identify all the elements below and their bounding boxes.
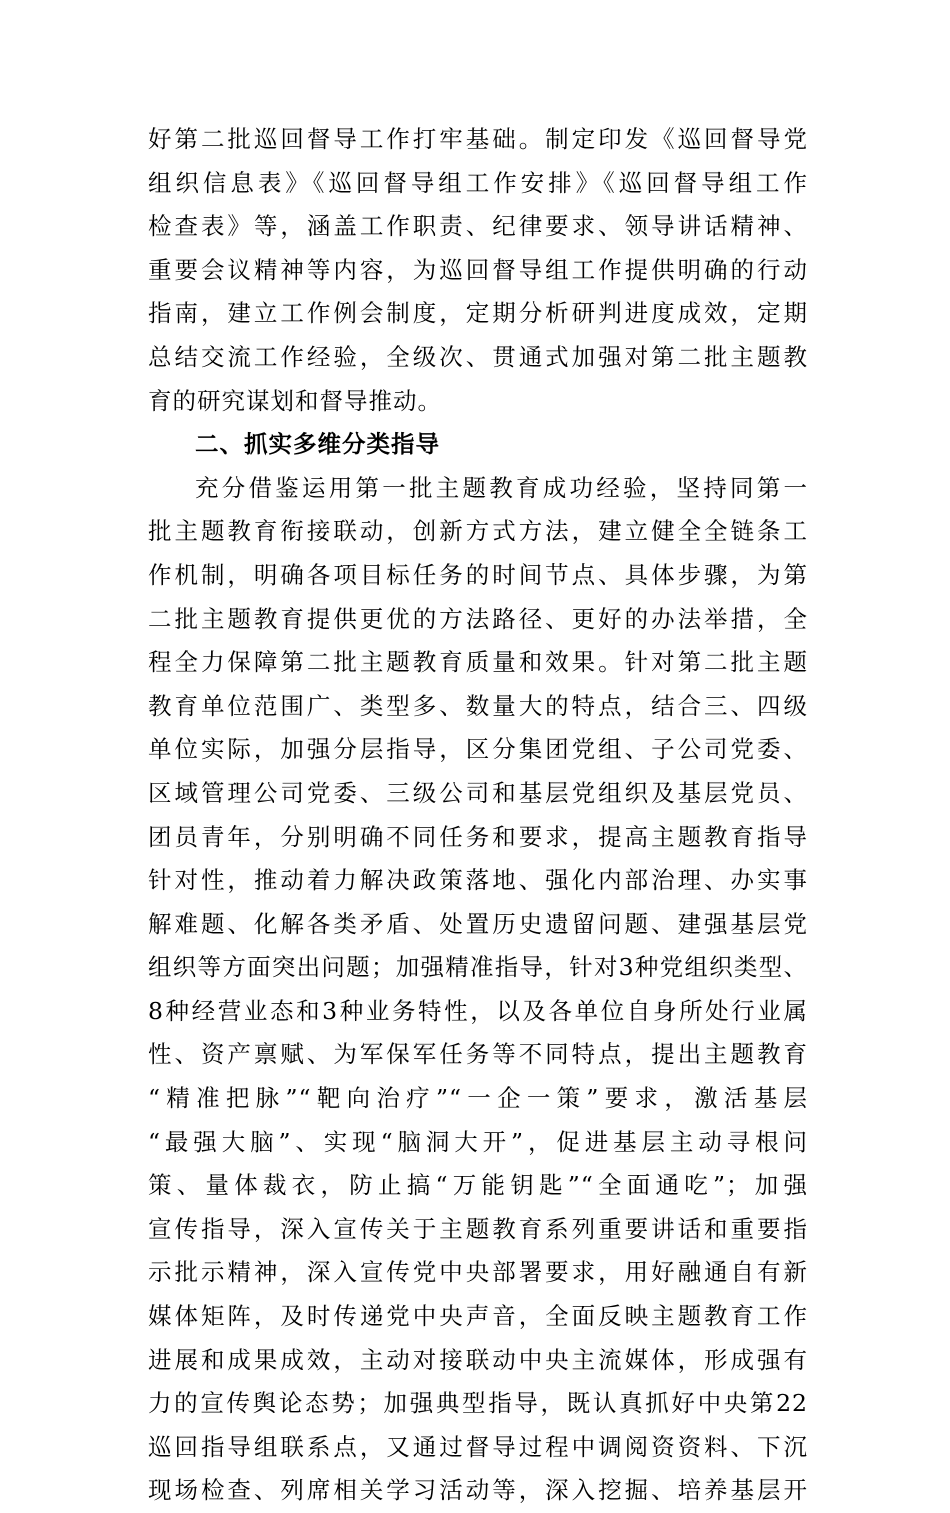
paragraph-line: 育的研究谋划和督导推动。: [148, 386, 442, 415]
paragraph-line: 作机制，明确各项目标任务的时间节点、具体步骤，为第: [148, 560, 808, 589]
paragraph-line: 进展和成果成效，主动对接联动中央主流媒体，形成强有: [148, 1345, 808, 1374]
paragraph-line: 单位实际，加强分层指导，区分集团党组、子公司党委、: [148, 735, 808, 764]
paragraph-line: 教育单位范围广、类型多、数量大的特点，结合三、四级: [148, 691, 808, 720]
paragraph-line: 二批主题教育提供更优的方法路径、更好的办法举措，全: [148, 604, 808, 633]
paragraph-line: 巡回指导组联系点，又通过督导过程中调阅资资料、下沉: [148, 1432, 808, 1461]
paragraph-line: 重要会议精神等内容，为巡回督导组工作提供明确的行动: [148, 255, 808, 284]
paragraph-line: 团员青年，分别明确不同任务和要求，提高主题教育指导: [148, 822, 808, 851]
paragraph-line: “最强大脑”、实现“脑洞大开”，促进基层主动寻根问: [148, 1127, 808, 1156]
paragraph-line: 总结交流工作经验，全级次、贯通式加强对第二批主题教: [148, 342, 808, 371]
paragraph-line: 区域管理公司党委、三级公司和基层党组织及基层党员、: [148, 778, 808, 807]
paragraph-line: 充分借鉴运用第一批主题教育成功经验，坚持同第一: [195, 473, 808, 502]
paragraph-line: 策、量体裁衣，防止搞“万能钥匙”“全面通吃”；加强: [148, 1171, 808, 1200]
paragraph-line: 程全力保障第二批主题教育质量和效果。针对第二批主题: [148, 648, 808, 677]
paragraph-line: “精准把脉”“靶向治疗”“一企一策”要求，激活基层: [148, 1084, 808, 1113]
paragraph-line: 现场检查、列席相关学习活动等，深入挖掘、培养基层开: [148, 1476, 808, 1505]
paragraph-line: 指南，建立工作例会制度，定期分析研判进度成效，定期: [148, 299, 808, 328]
paragraph-line: 性、资产禀赋、为军保军任务等不同特点，提出主题教育: [148, 1040, 808, 1069]
paragraph-line: 示批示精神，深入宣传党中央部署要求，用好融通自有新: [148, 1258, 808, 1287]
paragraph-line: 解难题、化解各类矛盾、处置历史遗留问题、建强基层党: [148, 909, 808, 938]
paragraph-line: 8种经营业态和3种业务特性，以及各单位自身所处行业属: [148, 996, 808, 1025]
paragraph-line: 针对性，推动着力解决政策落地、强化内部治理、办实事: [148, 866, 808, 895]
paragraph-line: 媒体矩阵，及时传递党中央声音，全面反映主题教育工作: [148, 1302, 808, 1331]
section-heading: 二、抓实多维分类指导: [195, 430, 440, 459]
paragraph-line: 好第二批巡回督导工作打牢基础。制定印发《巡回督导党: [148, 125, 808, 153]
paragraph-line: 组织等方面突出问题；加强精准指导，针对3种党组织类型、: [148, 953, 808, 982]
paragraph-line: 宣传指导，深入宣传关于主题教育系列重要讲话和重要指: [148, 1214, 808, 1243]
paragraph-line: 批主题教育衔接联动，创新方式方法，建立健全全链条工: [148, 517, 808, 546]
document-body: [148, 118, 808, 1513]
paragraph-line: 检查表》等，涵盖工作职责、纪律要求、领导讲话精神、: [148, 212, 808, 241]
paragraph-line: 组织信息表》《巡回督导组工作安排》《巡回督导组工作: [148, 168, 808, 197]
paragraph-line: 力的宣传舆论态势；加强典型指导，既认真抓好中央第22: [148, 1389, 808, 1418]
